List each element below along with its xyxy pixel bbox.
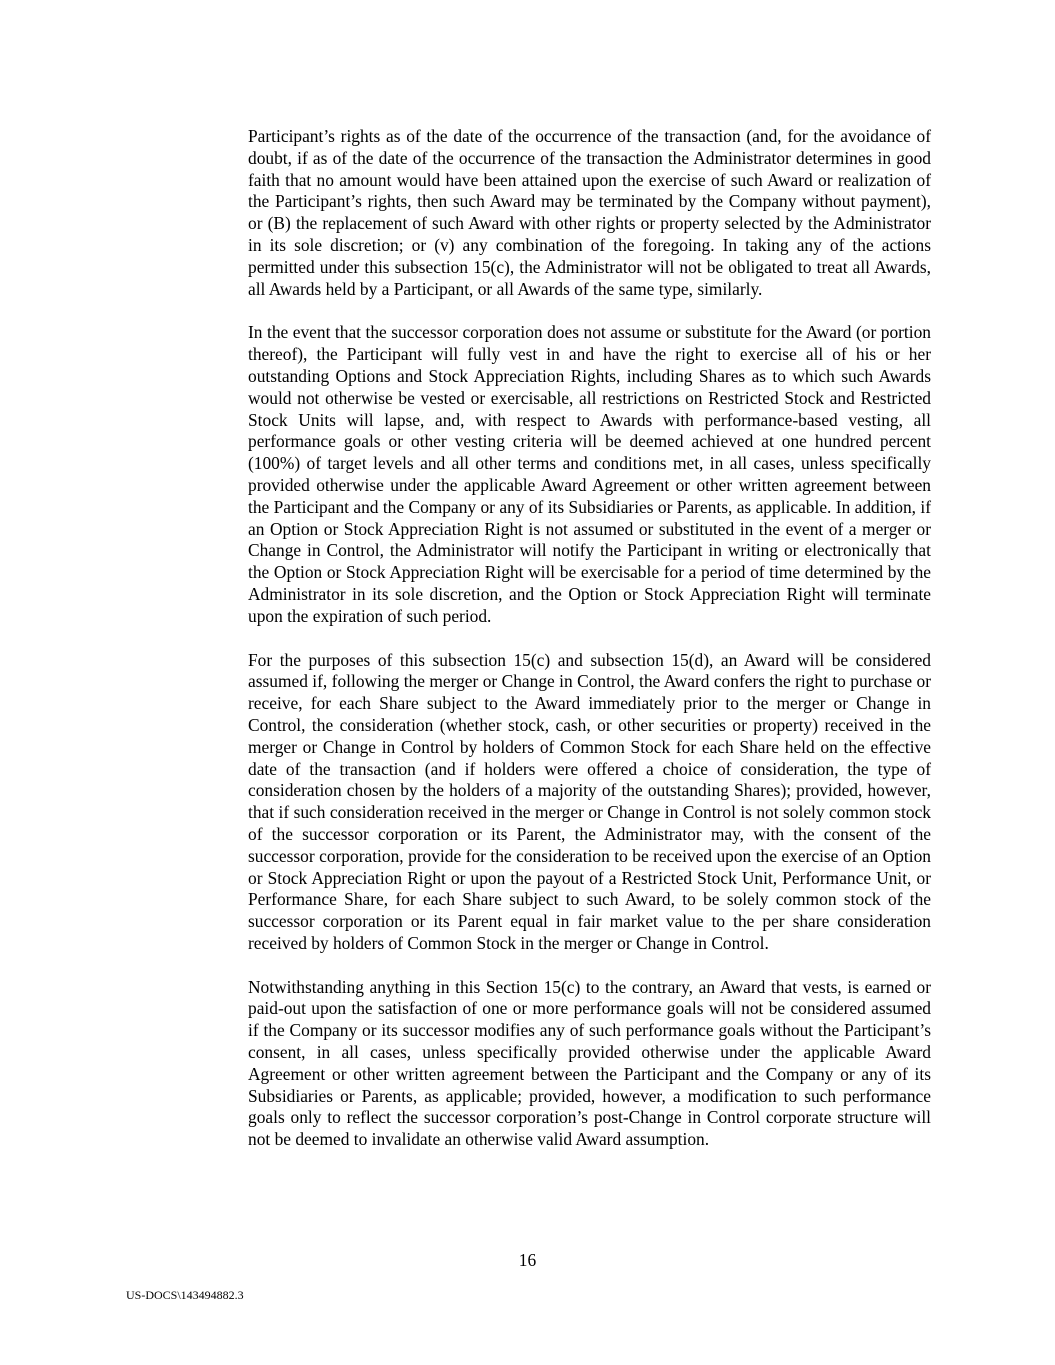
paragraph-non-assumption-vesting: In the event that the successor corporation does not assume or substitute for the Award (or portion thereof), the Participant will fully vest in and have the right to exercise all of his or her outstanding Options and Stock Appreciation Rights, including Shares as to which such Awards would not otherwise be vested or exercisable, all restrictions on Restricted Stock and Restricted Stock Units will lapse, and, with respect to Awards with performance-based vesting, all performance goals or other vesting criteria will be deemed achieved at one hundred percent (100%) of target levels and all other terms and conditions met, in all cases, unless specifically provided otherwise under the applicable Award Agreement or other written agreement between the Participant and the Company or any of its Subsidiaries or Parents, as applicable. In addition, if an Option or Stock Appreciation Right is not assumed or substituted in the event of a merger or Change in Control, the Administrator will notify the Participant in writing or electronically that the Option or Stock Appreciation Right will be exercisable for a period of time determined by the Administrator in its sole discretion, and the Option or Stock Appreciation Right will terminate upon the expiration of such period. (248, 322, 931, 626)
document-id: US-DOCS\143494882.3 (126, 1288, 244, 1302)
paragraph-performance-goals: Notwithstanding anything in this Section 15(c) to the contrary, an Award that vests, is earned or paid-out upon the satisfaction of one or more performance goals will not be considered assumed if the Company or its successor modifies any of such performance goals without the Participant’s consent, in all cases, unless specifically provided otherwise under the applicable Award Agreement or other written agreement between the Participant and the Company or any of its Subsidiaries or Parents, as applicable; provided, however, a modification to such performance goals only to reflect the successor corporation’s post-Change in Control corporate structure will not be deemed to invalidate an otherwise valid Award assumption. (248, 976, 931, 1150)
document-body (248, 126, 931, 1173)
page-number: 16 (518, 1250, 537, 1270)
paragraph-award-treatment: Participant’s rights as of the date of the occurrence of the transaction (and, for the avoidance of doubt, if as of the date of the occurrence of the transaction the Administrator determines in good faith that no amount would have been attained upon the exercise of such Award or realization of the Participant’s rights, then such Award may be terminated by the Company without payment), or (B) the replacement of such Award with other rights or property selected by the Administrator in its sole discretion; or (v) any combination of the foregoing. In taking any of the actions permitted under this subsection 15(c), the Administrator will not be obligated to treat all Awards, all Awards held by a Participant, or all Awards of the same type, similarly. (248, 126, 931, 299)
paragraph-assumption-definition: For the purposes of this subsection 15(c) and subsection 15(d), an Award will be considered assumed if, following the merger or Change in Control, the Award confers the right to purchase or receive, for each Share subject to the Award immediately prior to the merger or Change in Control, the consideration (whether stock, cash, or other securities or property) received in the merger or Change in Control by holders of Common Stock for each Share held on the effective date of the transaction (and if holders were offered a choice of consideration, the type of consideration chosen by the holders of a majority of the outstanding Shares); provided, however, that if such consideration received in the merger or Change in Control is not solely common stock of the successor corporation or its Parent, the Administrator may, with the consent of the successor corporation, provide for the consideration to be received upon the exercise of an Option or Stock Appreciation Right or upon the payout of a Restricted Stock Unit, Performance Unit, or Performance Share, for each Share subject to such Award, to be solely common stock of the successor corporation or its Parent equal in fair market value to the per share consideration received by holders of Common Stock in the merger or Change in Control. (248, 649, 931, 953)
